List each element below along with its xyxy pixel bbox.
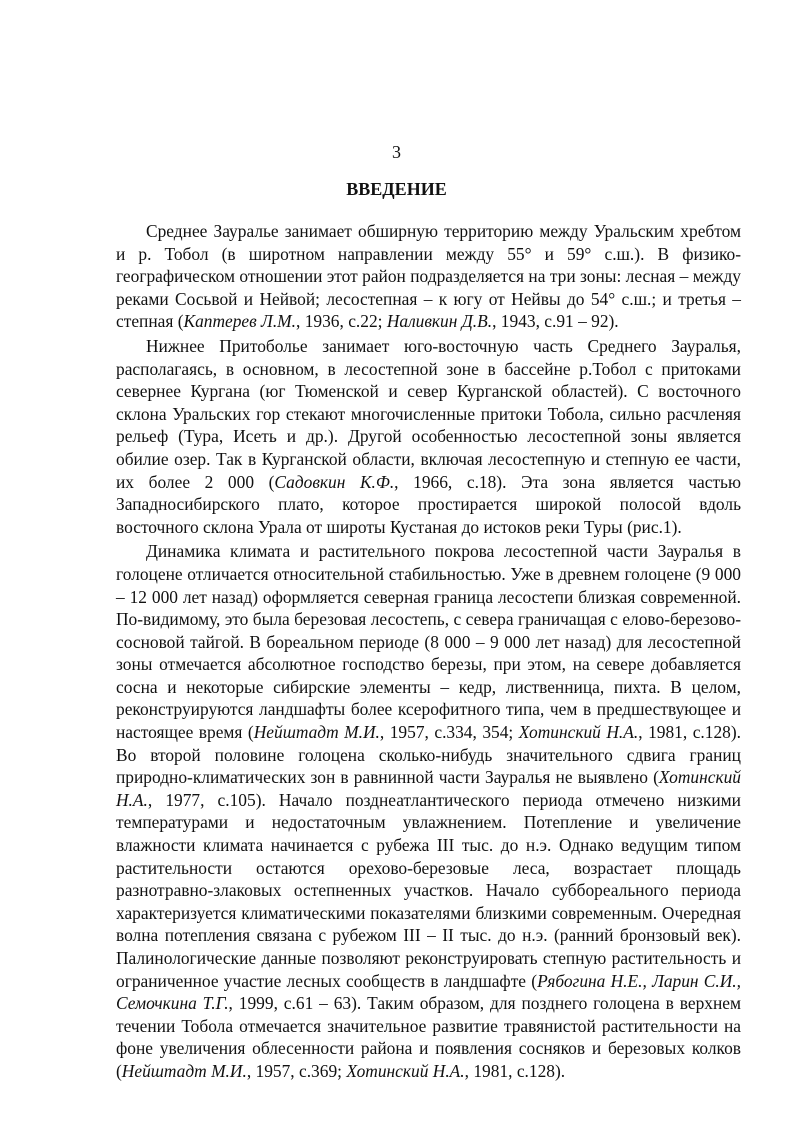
text-run: , 1977, с.105). Начало позднеатлантического периода отмечено низкими температурами и недостаточным увлажнением. Потепление и увеличение влажности климата начинается с рубежа III тыс. до н.э. Однако ведущим типом растительности остаются орехово-березовые леса, возрастает площадь разнотравно-злаковых остепненных участков. Начало суббореального периода характеризуется климатическими показателями близкими современным. Очередная волна потепления связана с рубежом III – II тыс. до н.э. (ранний бронзовый век). Палинологические данные позволяют реконструировать степную растительность и ограниченное участие лесных сообществ в ландшафте ( <box>116 789 741 991</box>
body-text <box>116 220 741 1083</box>
citation-author: Хотинский Н.А. <box>116 767 741 810</box>
citation-author: Нейштадт М.И. <box>253 722 380 743</box>
text-run: , 1966, с.18). Эта зона является частью Западносибирского плато, которое простирается широкой полосой вдоль восточного склона Урала от широты Кустаная до истоков реки Туры (рис.1). <box>116 471 741 537</box>
citation-author: Нейштадт М.И. <box>121 1060 247 1081</box>
text-run: , 1943, с.91 – 92). <box>492 311 619 332</box>
text-run: Нижнее Притоболье занимает юго-восточную часть Среднего Зауралья, располагаясь, в основном, в лесостепной зоне в бассейне р.Тобол с притоками севернее Кургана (юг Тюменской и север Курганской областей). С восточного склона Уральских гор стекают многочисленные притоки Тобола, сильно расчленяя рельеф (Тура, Исеть и др.). Другой особенностью лесостепной зоны является обилие озер. Так в Курганской области, включая лесостепную и степную ее части, их более 2 000 ( <box>116 335 741 492</box>
citation-author: Хотинский Н.А. <box>518 722 639 743</box>
citation-author: Рябогина Н.Е., Ларин С.И., Семочкина Т.Г. <box>116 970 742 1014</box>
text-run: , 1957, с.369; <box>246 1060 347 1081</box>
paragraph-1 <box>116 220 741 333</box>
text-run: , 1999, с.61 – 63). Таким образом, для позднего голоцена в верхнем течении Тобола отмечается значительное развитие травянистой растительности на фоне увеличения облесенности района и появления сосняков и березовых колков ( <box>116 993 742 1081</box>
paragraph-3 <box>116 540 741 1082</box>
citation-author: Садовкин К.Ф. <box>274 471 395 492</box>
text-run: Динамика климата и растительного покрова лесостепной части Зауралья в голоцене отличается относительной стабильностью. Уже в древнем голоцене (9 000 – 12 000 лет назад) оформляется северная граница лесостепи близкая современной. По-видимому, это была березовая лесостепь, с севера граничащая с елово-березово-сосновой тайгой. В бореальном периоде (8 000 – 9 000 лет назад) для лесостепной зоны отмечается абсолютное господство березы, при этом, на севере добавляется сосна и некоторые сибирские элементы – кедр, лиственница, пихта. В целом, реконструируются ландшафты более ксерофитного типа, чем в предшествующее и настоящее время ( <box>116 541 741 743</box>
citation-author: Хотинский Н.А. <box>346 1060 465 1081</box>
citation-author: Каптерев Л.М. <box>183 311 297 332</box>
text-run: Среднее Зауралье занимает обширную территорию между Уральским хребтом и р. Тобол (в широтном направлении между 55° и 59° с.ш.). В физико-географическом отношении этот район подразделяется на три зоны: лесная – между реками Сосьвой и Нейвой; лесостепная – к югу от Нейвы до 54° с.ш.; и третья – степная ( <box>116 221 741 332</box>
section-heading: ВВЕДЕНИЕ <box>346 179 447 199</box>
text-run: , 1936, с.22; <box>296 311 387 332</box>
text-run: , 1981, с.128). Во второй половине голоцена сколько-нибудь значительного сдвига границ природно-климатических зон в равнинной части Зауралья не выявлено ( <box>116 722 741 788</box>
paragraph-2 <box>116 335 741 538</box>
text-run: , 1981, с.128). <box>464 1060 566 1081</box>
page-number: 3 <box>392 142 401 162</box>
citation-author: Наливкин Д.В. <box>386 311 493 332</box>
text-run: , 1957, с.334, 354; <box>379 722 519 743</box>
